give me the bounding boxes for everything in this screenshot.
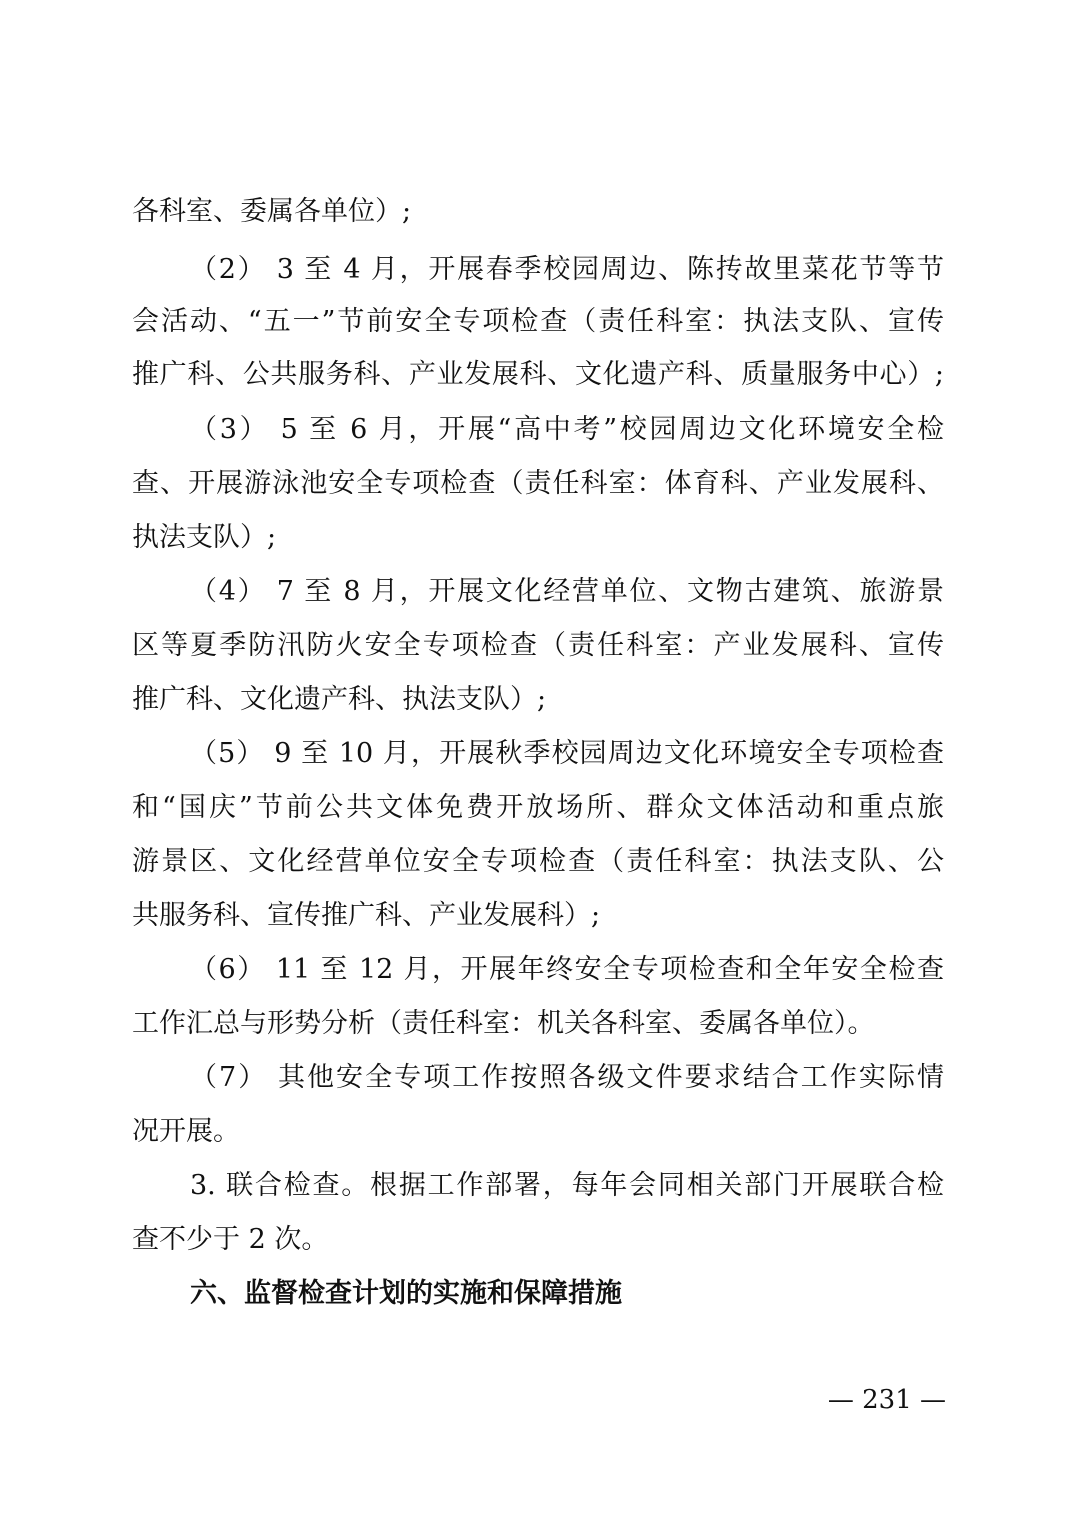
text-line: （2） 3 至 4 月，开展春季校园周边、陈抟故里菜花节等节 (190, 254, 944, 285)
section-heading: 六、监督检查计划的实施和保障措施 (190, 1278, 622, 1309)
text-line: 工作汇总与形势分析（责任科室：机关各科室、委属各单位）。 (132, 1008, 875, 1039)
text-line: 共服务科、宣传推广科、产业发展科）; (132, 900, 601, 931)
text-line: 会活动、“五一”节前安全专项检查（责任科室：执法支队、宣传 (132, 306, 944, 337)
text-line: 推广科、文化遗产科、执法支队）; (132, 684, 547, 715)
text-line: （4） 7 至 8 月，开展文化经营单位、文物古建筑、旅游景 (190, 576, 944, 607)
text-line: （3） 5 至 6 月，开展“高中考”校园周边文化环境安全检 (190, 414, 944, 445)
text-line: 3. 联合检查。根据工作部署，每年会同相关部门开展联合检 (190, 1170, 944, 1201)
text-line: （7） 其他安全专项工作按照各级文件要求结合工作实际情 (190, 1062, 944, 1093)
text-line: （5） 9 至 10 月，开展秋季校园周边文化环境安全专项检查 (190, 738, 944, 769)
page-number: — 231 — (827, 1385, 946, 1415)
text-line: 况开展。 (132, 1116, 240, 1147)
text-line: 各科室、委属各单位）; (132, 196, 412, 227)
text-line: 游景区、文化经营单位安全专项检查（责任科室：执法支队、公 (132, 846, 944, 877)
text-line: （6） 11 至 12 月，开展年终安全专项检查和全年安全检查 (190, 954, 944, 985)
text-line: 区等夏季防汛防火安全专项检查（责任科室：产业发展科、宣传 (132, 630, 944, 661)
text-line: 和“国庆”节前公共文体免费开放场所、群众文体活动和重点旅 (132, 792, 944, 823)
text-line: 查、开展游泳池安全专项检查（责任科室：体育科、产业发展科、 (132, 468, 944, 499)
text-line: 查不少于 2 次。 (132, 1224, 329, 1255)
text-line: 执法支队）; (132, 522, 277, 553)
text-line: 推广科、公共服务科、产业发展科、文化遗产科、质量服务中心）; (132, 359, 944, 390)
